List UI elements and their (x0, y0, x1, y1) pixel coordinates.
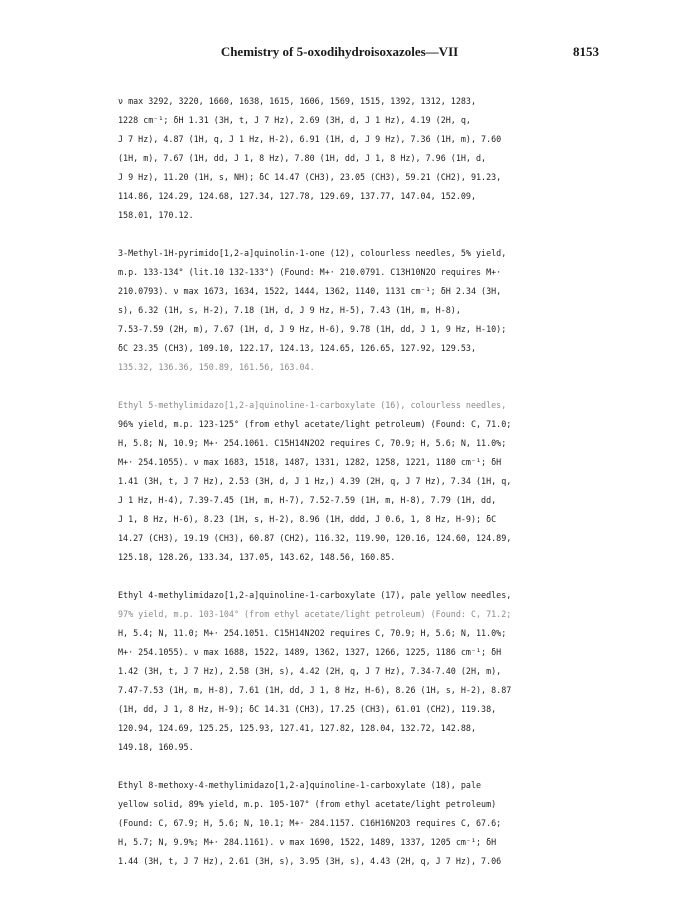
text-line: (1H, m), 7.67 (1H, dd, J 1, 8 Hz), 7.80 (1H, dd, J 1, 8 Hz), 7.96 (1H, d, (118, 153, 487, 163)
text-line: J 1 Hz, H-4), 7.39-7.45 (1H, m, H-7), 7.52-7.59 (1H, m, H-8), 7.79 (1H, dd, (118, 495, 497, 505)
text-line: 97% yield, m.p. 103-104° (from ethyl acetate/light petroleum) (Found: C, 71.2; (118, 609, 512, 619)
text-line: yellow solid, 89% yield, m.p. 105-107° (from ethyl acetate/light petroleum) (118, 799, 497, 809)
text-line: 96% yield, m.p. 123-125° (from ethyl acetate/light petroleum) (Found: C, 71.0; (118, 419, 512, 429)
text-line: 1.42 (3H, t, J 7 Hz), 2.58 (3H, s), 4.42 (2H, q, J 7 Hz), 7.34-7.40 (2H, m), (118, 666, 502, 676)
text-line: 1.44 (3H, t, J 7 Hz), 2.61 (3H, s), 3.95 (3H, s), 4.43 (2H, q, J 7 Hz), 7.06 (118, 856, 502, 866)
text-line: m.p. 133-134° (lit.10 132-133°) (Found: M+· 210.0791. C13H10N2O requires M+· (118, 267, 502, 277)
compound-heading-line: Ethyl 4-methylimidazo[1,2-a]quinoline-1-carboxylate (17), pale yellow needles, (118, 590, 512, 600)
paragraph-compound-18 (118, 776, 565, 871)
paragraph-ir-nmr-continuation (118, 92, 565, 225)
text-line: J 9 Hz), 11.20 (1H, s, NH); δC 14.47 (CH3), 23.05 (CH3), 59.21 (CH2), 91.23, (118, 172, 502, 182)
paragraph-compound-16 (118, 396, 565, 567)
text-line: M+· 254.1055). ν max 1683, 1518, 1487, 1331, 1282, 1258, 1221, 1180 cm⁻¹; δH (118, 457, 502, 467)
text-line: ν max 3292, 3220, 1660, 1638, 1615, 1606, 1569, 1515, 1392, 1312, 1283, (118, 96, 476, 106)
text-line: (Found: C, 67.9; H, 5.6; N, 10.1; M+· 284.1157. C16H16N2O3 requires C, 67.6; (118, 818, 502, 828)
text-line: 14.27 (CH3), 19.19 (CH3), 60.87 (CH2), 116.32, 119.90, 120.16, 124.60, 124.89, (118, 533, 512, 543)
text-line: 149.18, 160.95. (118, 742, 194, 752)
text-line: 7.47-7.53 (1H, m, H-8), 7.61 (1H, dd, J 1, 8 Hz, H-6), 8.26 (1H, s, H-2), 8.87 (118, 685, 512, 695)
page-header (0, 44, 679, 64)
text-line: H, 5.8; N, 10.9; M+· 254.1061. C15H14N2O2 requires C, 70.9; H, 5.6; N, 11.0%; (118, 438, 507, 448)
text-line: H, 5.4; N, 11.0; M+· 254.1051. C15H14N2O2 requires C, 70.9; H, 5.6; N, 11.0%; (118, 628, 507, 638)
paragraph-compound-17 (118, 586, 565, 757)
text-line: 1.41 (3H, t, J 7 Hz), 2.53 (3H, d, J 1 Hz,) 4.39 (2H, q, J 7 Hz), 7.34 (1H, q, (118, 476, 512, 486)
text-line: M+· 254.1055). ν max 1688, 1522, 1489, 1362, 1327, 1266, 1225, 1186 cm⁻¹; δH (118, 647, 502, 657)
text-line: s), 6.32 (1H, s, H-2), 7.18 (1H, d, J 9 Hz, H-5), 7.43 (1H, m, H-8), (118, 305, 461, 315)
text-line: 1228 cm⁻¹; δH 1.31 (3H, t, J 7 Hz), 2.69 (3H, d, J 1 Hz), 4.19 (2H, q, (118, 115, 471, 125)
running-title: Chemistry of 5-oxodihydroisoxazoles—VII (220, 44, 459, 59)
page-number: 8153 (573, 44, 599, 59)
text-line: 210.0793). ν max 1673, 1634, 1522, 1444, 1362, 1140, 1131 cm⁻¹; δH 2.34 (3H, (118, 286, 502, 296)
text-line: H, 5.7; N, 9.9%; M+· 284.1161). ν max 1690, 1522, 1489, 1337, 1205 cm⁻¹; δH (118, 837, 497, 847)
body-text (118, 92, 565, 890)
text-line: 135.32, 136.36, 150.89, 161.56, 163.04. (118, 362, 315, 372)
text-line: J 7 Hz), 4.87 (1H, q, J 1 Hz, H-2), 6.91 (1H, d, J 9 Hz), 7.36 (1H, m), 7.60 (118, 134, 502, 144)
text-line: 7.53-7.59 (2H, m), 7.67 (1H, d, J 9 Hz, H-6), 9.78 (1H, dd, J 1, 9 Hz, H-10); (118, 324, 507, 334)
text-line: 125.18, 128.26, 133.34, 137.05, 143.62, 148.56, 160.85. (118, 552, 396, 562)
text-line: (1H, dd, J 1, 8 Hz, H-9); δC 14.31 (CH3), 17.25 (CH3), 61.01 (CH2), 119.38, (118, 704, 497, 714)
paragraph-compound-12 (118, 244, 565, 377)
compound-heading-line: 3-Methyl-1H-pyrimido[1,2-a]quinolin-1-one (12), colourless needles, 5% yield, (118, 248, 507, 258)
text-line: 120.94, 124.69, 125.25, 125.93, 127.41, 127.82, 128.04, 132.72, 142.88, (118, 723, 476, 733)
text-line: δC 23.35 (CH3), 109.10, 122.17, 124.13, 124.65, 126.65, 127.92, 129.53, (118, 343, 476, 353)
text-line: J 1, 8 Hz, H-6), 8.23 (1H, s, H-2), 8.96 (1H, ddd, J 0.6, 1, 8 Hz, H-9); δC (118, 514, 497, 524)
text-line: 158.01, 170.12. (118, 210, 194, 220)
compound-heading-line: Ethyl 8-methoxy-4-methylimidazo[1,2-a]quinoline-1-carboxylate (18), pale (118, 780, 482, 790)
text-line: 114.86, 124.29, 124.68, 127.34, 127.78, 129.69, 137.77, 147.04, 152.09, (118, 191, 476, 201)
compound-heading-line: Ethyl 5-methylimidazo[1,2-a]quinoline-1-carboxylate (16), colourless needles, (118, 400, 507, 410)
